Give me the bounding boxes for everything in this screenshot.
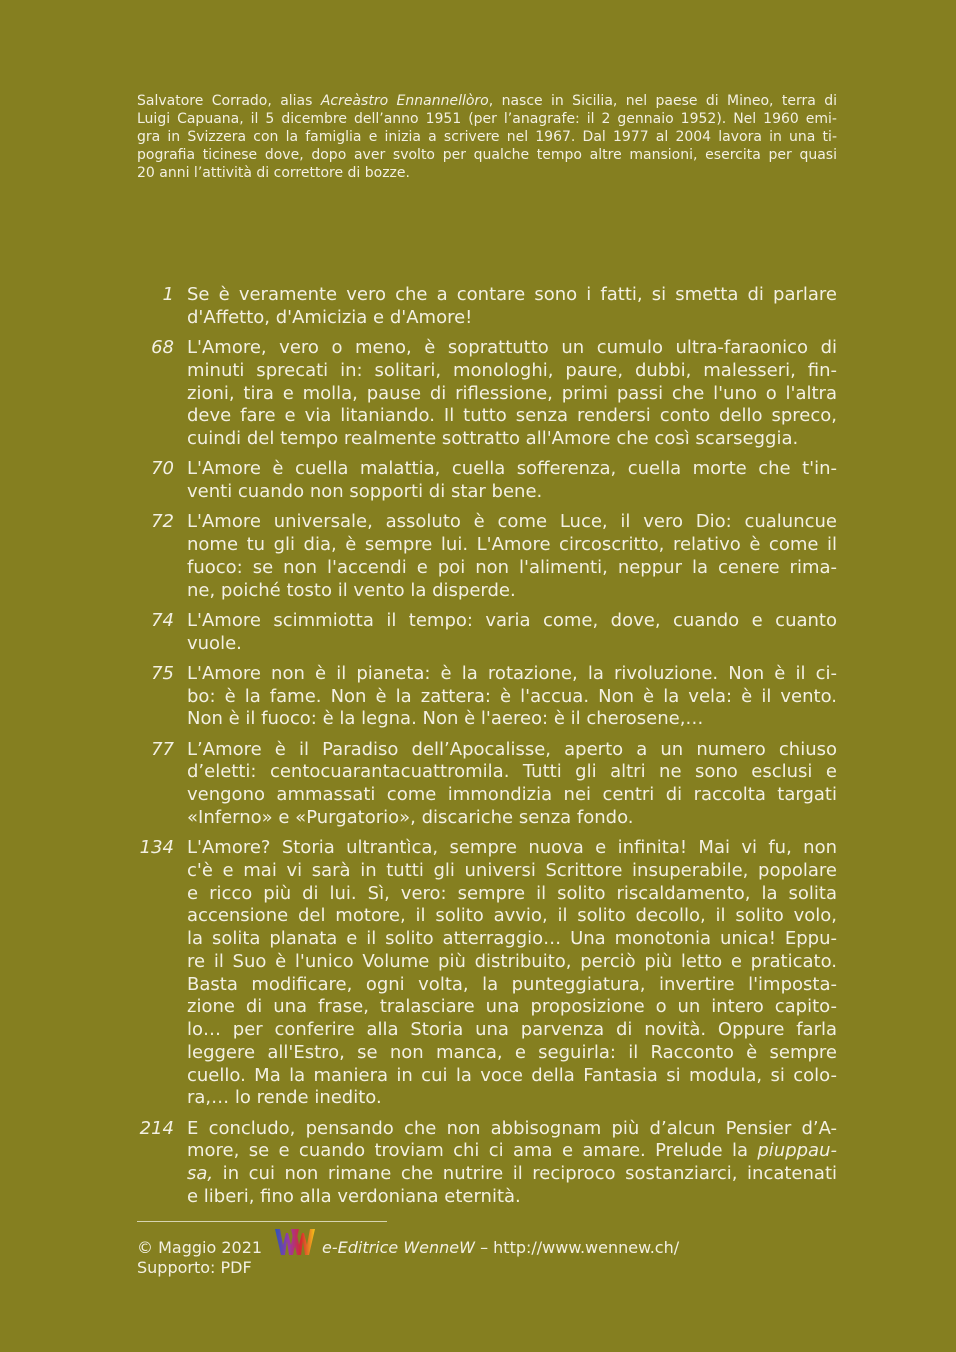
aphorism-number: 70 (151, 458, 174, 480)
text-run: , nasce in Sicilia, nel paese di Mineo, terra di (488, 93, 838, 109)
text-run: 20 anni l’attività di correttore di bozze. (137, 165, 410, 181)
aphorism-line (187, 458, 837, 481)
aphorism-line (187, 739, 837, 762)
text-run: fuoco: se non l'accendi e poi non l'alimenti, neppur la cenere rima- (187, 556, 837, 578)
aphorism-line (187, 557, 837, 580)
text-run: E concludo, pensando che non abbisognam più d’alcun Pensier d’A- (187, 1117, 837, 1139)
text-run: L'Amore, vero o meno, è soprattutto un cumulo ultra-faraonico di (187, 337, 837, 358)
text-run: c'è e mai vi sarà in tutti gli universi Scrittore insuperabile, popolare (187, 859, 837, 881)
aphorism-line (187, 428, 837, 451)
aphorism-entry (130, 610, 837, 656)
aphorism-number: 68 (151, 337, 174, 358)
text-run: Salvatore Corrado, alias (137, 93, 321, 109)
aphorism-text (187, 610, 837, 656)
aphorism-line (187, 284, 837, 307)
text-run: ra,… lo rende inedito. (187, 1087, 382, 1109)
aphorism-entry (130, 837, 837, 1110)
text-run: bo: è la fame. Non è la zattera: è l'accua. Non è la vela: è il vento. (187, 685, 837, 707)
aphorism-line (187, 974, 837, 997)
bio-line (137, 128, 837, 146)
aphorism-line (187, 1140, 837, 1163)
aphorism-line (187, 1065, 837, 1088)
aphorism-entry (130, 511, 837, 602)
text-run: «Inferno» e «Purgatorio», discariche senza fondo. (187, 806, 634, 828)
text-run: Basta modificare, ogni volta, la punteggiatura, invertire l'imposta- (187, 973, 837, 995)
wennew-logo-icon (275, 1229, 315, 1255)
aphorism-number: 214 (139, 1117, 174, 1139)
aphorism-line (187, 951, 837, 974)
footer-divider (137, 1221, 387, 1222)
text-run: la solita planata e il solito atterraggio… Una monotonia unica! Eppu- (187, 928, 837, 949)
aphorism-number: 77 (151, 738, 174, 760)
aphorism-line (187, 633, 837, 656)
aphorism-line (187, 360, 837, 383)
aphorism-line (187, 905, 837, 928)
text-run: L'Amore universale, assoluto è come Luce, il vero Dio: cualuncue (187, 511, 837, 533)
text-run: deve fare e via litaniando. Il tutto senza rendersi conto dello spreco, (187, 405, 837, 427)
bio-line (137, 110, 837, 128)
aphorism-line (187, 1087, 837, 1110)
footer-separator: – (480, 1238, 489, 1257)
aphorism-line (187, 1186, 837, 1209)
text-run: lo… per conferire alla Storia una parvenza di novità. Oppure farla (187, 1019, 837, 1040)
aphorism-line (187, 481, 837, 504)
text-run: cuindi del tempo realmente sottratto all'Amore che così scarseggia. (187, 428, 799, 449)
text-run: minuti sprecati in: solitari, monologhi, paure, dubbi, malesseri, fin- (187, 359, 837, 381)
text-run: vuole. (187, 632, 242, 654)
aphorism-text (187, 663, 837, 731)
aphorism-line (187, 337, 837, 360)
aphorism-line (187, 928, 837, 951)
footer-publisher-line (137, 1238, 837, 1258)
text-run: venti cuando non sopporti di star bene. (187, 481, 543, 502)
text-run: pografia ticinese dove, dopo aver svolto per qualche tempo altre mansioni, esercita per quasi (137, 147, 837, 163)
author-bio (137, 92, 837, 182)
bio-line (137, 146, 837, 164)
copyright-text: © Maggio 2021 (137, 1238, 263, 1257)
aphorism-line (187, 883, 837, 906)
aphorism-line (187, 511, 837, 534)
text-run: ne, poiché tosto il vento la disperde. (187, 579, 516, 601)
aphorism-line (187, 1118, 837, 1141)
text-run: vengono ammassati come immondizia nei centri di raccolta targati (187, 784, 837, 805)
aphorism-line (187, 663, 837, 686)
aphorism-number: 1 (162, 284, 174, 305)
aphorism-text (187, 1118, 837, 1209)
text-run: L'Amore scimmiotta il tempo: varia come, dove, cuando e cuanto (187, 609, 837, 631)
text-run: L'Amore non è il pianeta: è la rotazione, la rivoluzione. Non è il ci- (187, 662, 837, 684)
aphorism-line (187, 534, 837, 557)
text-run: leggere all'Estro, se non manca, e seguirla: il Racconto è sempre (187, 1041, 837, 1063)
aphorism-entry (130, 337, 837, 451)
text-run: cuello. Ma la maniera in cui la voce della Fantasia si modula, si colo- (187, 1064, 837, 1086)
publisher-url-link[interactable]: http://www.wennew.ch/ (493, 1238, 680, 1257)
emphasized-text: piuppau- (757, 1140, 837, 1162)
bio-line (137, 92, 837, 110)
emphasized-text: sa, (187, 1163, 214, 1184)
aphorism-line (187, 383, 837, 406)
bio-line (137, 164, 837, 182)
text-run: in cui non rimane che nutrire il reciproco sostanziarci, incatenati (213, 1163, 837, 1184)
aphorism-line (187, 610, 837, 633)
aphorism-line (187, 761, 837, 784)
aphorism-line (187, 784, 837, 807)
text-run: zioni, tira e molla, pause di riflessione, primi passi che l'uno o l'altra (187, 382, 837, 404)
text-run: d'Affetto, d'Amicizia e d'Amore! (187, 306, 473, 328)
text-run: L'Amore è cuella malattia, cuella sofferenza, cuella morte che t'in- (187, 458, 837, 480)
aphorism-text (187, 337, 837, 451)
text-run: accensione del motore, il solito avvio, il solito decollo, il solito volo, (187, 905, 837, 927)
aphorism-line (187, 860, 837, 883)
publisher-info (322, 1238, 679, 1258)
aphorism-line (187, 686, 837, 709)
aphorism-entry (130, 284, 837, 330)
aphorism-line (187, 307, 837, 330)
aphorism-number: 75 (151, 662, 174, 684)
text-run: L'Amore? Storia ultrantìca, sempre nuova e infinita! Mai vi fu, non (187, 837, 837, 858)
aphorism-entry (130, 663, 837, 731)
logo-w-right (291, 1229, 315, 1255)
text-run: more, se e cuando troviam chi ci ama e amare. Prelude la (187, 1140, 758, 1162)
text-run: re il Suo è l'unico Volume più distribuito, perciò più letto e praticato. (187, 950, 837, 972)
text-run: Non è il fuoco: è la legna. Non è l'aereo: è il cherosene,… (187, 708, 704, 730)
aphorism-text (187, 837, 837, 1110)
text-run: d’eletti: centocuarantacuattromila. Tutti gli altri ne sono esclusi e (187, 761, 837, 783)
text-run: Luigi Capuana, il 5 dicembre dell’anno 1951 (per l’anagrafe: il 2 gennaio 1952). Nel 1960 emi- (137, 111, 837, 127)
aphorism-line (187, 1163, 837, 1186)
aphorism-line (187, 837, 837, 860)
text-run: nome tu gli dia, è sempre lui. L'Amore circoscritto, relativo è come il (187, 534, 837, 555)
text-run: e ricco più di lui. Sì, vero: sempre il solito riscaldamento, la solita (187, 882, 837, 904)
aphorism-text (187, 458, 837, 504)
support-format: Supporto: PDF (137, 1258, 252, 1277)
aphorism-line (187, 580, 837, 603)
aphorism-number: 134 (139, 837, 174, 858)
text-run: Se è veramente vero che a contare sono i fatti, si smetta di parlare (187, 284, 837, 305)
aphorism-line (187, 807, 837, 830)
aphorism-list (130, 284, 837, 1216)
aphorism-line (187, 996, 837, 1019)
aphorism-number: 72 (151, 511, 174, 533)
text-run: L’Amore è il Paradiso dell’Apocalisse, aperto a un numero chiuso (187, 738, 837, 760)
aphorism-text (187, 511, 837, 602)
aphorism-number: 74 (151, 609, 174, 631)
aphorism-entry (130, 458, 837, 504)
aphorism-line (187, 405, 837, 428)
aphorism-line (187, 1042, 837, 1065)
aphorism-line (187, 708, 837, 731)
publisher-name: e-Editrice WenneW (322, 1238, 475, 1257)
text-run: e liberi, fino alla verdoniana eternità. (187, 1185, 521, 1207)
emphasized-text: Acreàstro Ennannellòro (320, 93, 489, 109)
aphorism-text (187, 739, 837, 830)
aphorism-text (187, 284, 837, 330)
aphorism-entry (130, 739, 837, 830)
text-run: zione di una frase, tralasciare una proposizione o un intero capito- (187, 996, 837, 1018)
aphorism-line (187, 1019, 837, 1042)
aphorism-entry (130, 1118, 837, 1209)
text-run: gra in Svizzera con la famiglia e inizia a scrivere nel 1967. Dal 1977 al 2004 lavora in una ti- (137, 129, 837, 145)
